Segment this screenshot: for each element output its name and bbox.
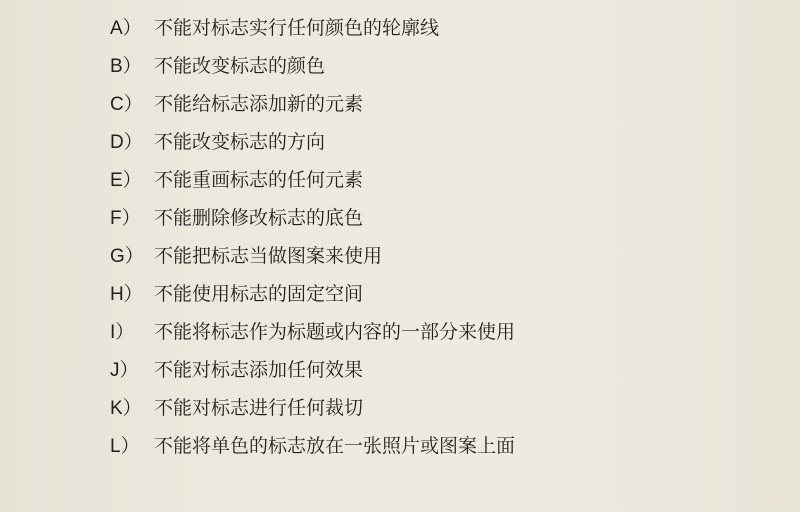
list-item bbox=[0, 390, 800, 428]
list-item bbox=[0, 200, 800, 238]
list-item-label: I） bbox=[110, 322, 135, 343]
list-item-text: 不能重画标志的任何元素 bbox=[154, 170, 364, 191]
list-item-text: 不能对标志进行任何裁切 bbox=[154, 398, 364, 419]
list-item-label: B） bbox=[110, 56, 142, 77]
list-item-label: D） bbox=[110, 132, 143, 153]
list-item-text: 不能删除修改标志的底色 bbox=[154, 208, 364, 229]
list-item-text: 不能改变标志的方向 bbox=[154, 132, 326, 153]
list-item-text: 不能把标志当做图案来使用 bbox=[154, 246, 383, 267]
list-item bbox=[0, 10, 800, 48]
list-item-label: F） bbox=[110, 208, 141, 229]
list-item-label: H） bbox=[110, 284, 143, 305]
list-item-text: 不能给标志添加新的元素 bbox=[154, 94, 364, 115]
list-item bbox=[0, 314, 800, 352]
list-item bbox=[0, 238, 800, 276]
list-item bbox=[0, 48, 800, 86]
list-item-text: 不能对标志添加任何效果 bbox=[154, 360, 364, 381]
list-item bbox=[0, 428, 800, 466]
list-item bbox=[0, 276, 800, 314]
list-item-text: 不能使用标志的固定空间 bbox=[154, 284, 364, 305]
list-item-text: 不能改变标志的颜色 bbox=[154, 56, 326, 77]
list-item-text: 不能将单色的标志放在一张照片或图案上面 bbox=[154, 436, 516, 457]
list-item-label: E） bbox=[110, 170, 142, 191]
list-item-label: J） bbox=[110, 360, 139, 381]
list-item-label: G） bbox=[110, 246, 144, 267]
list-item bbox=[0, 86, 800, 124]
list-item-label: L） bbox=[110, 436, 140, 457]
list-item-label: C） bbox=[110, 94, 143, 115]
logo-usage-rules-list bbox=[0, 10, 800, 466]
list-item-text: 不能将标志作为标题或内容的一部分来使用 bbox=[154, 322, 516, 343]
list-item-label: K） bbox=[110, 398, 142, 419]
list-item-label: A） bbox=[110, 18, 142, 39]
list-item bbox=[0, 162, 800, 200]
list-item bbox=[0, 124, 800, 162]
list-item bbox=[0, 352, 800, 390]
list-item-text: 不能对标志实行任何颜色的轮廓线 bbox=[154, 18, 440, 39]
